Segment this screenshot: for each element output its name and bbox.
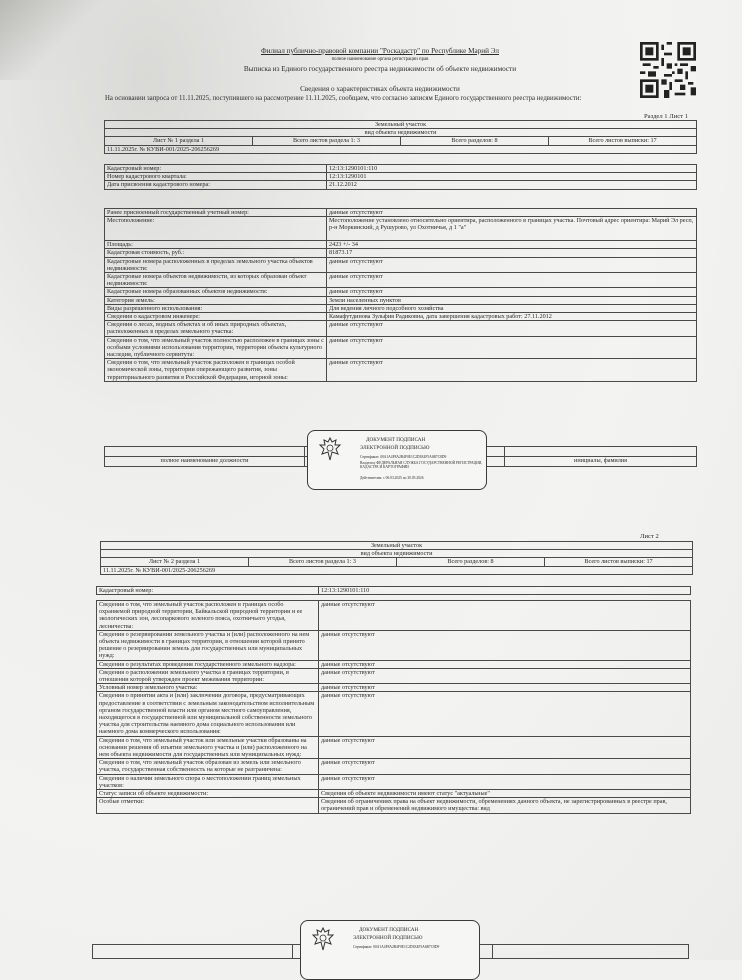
signature-name-caption: инициалы, фамилия xyxy=(505,457,697,467)
row-value: Для ведения личного подсобного хозяйства xyxy=(327,304,697,312)
row-label: Кадастровый номер: xyxy=(105,165,327,173)
sheet-number: Лист № 1 раздела 1 xyxy=(105,137,253,145)
document-number: 11.11.2025г. № КУВИ-001/2025-206256269 xyxy=(101,566,693,574)
qr-code-icon xyxy=(640,42,696,98)
section-sheet-label: Раздел 1 Лист 1 xyxy=(644,113,688,120)
e-signature-stamp xyxy=(307,430,487,490)
row-value: 12:13:1290101:110 xyxy=(319,587,691,595)
stamp-certificate: Сертификат: 00A1A4F8A2B4F0E1C2D3E4F5A6B7C8D9 xyxy=(360,455,447,459)
sheets-in-section: Всего листов раздела 1: 3 xyxy=(249,558,397,566)
object-type-caption: вид объекта недвижимости xyxy=(105,129,697,137)
row-label: Сведения о резервировании земельного участка и (или) расположенного на нем объекта недвижимости в границах территории, в отношении которой принято решение о резервировании земель для государственных или муниципальных нужд: xyxy=(97,630,319,660)
row-value: 81873.17 xyxy=(327,249,697,257)
row-value: данные отсутствуют xyxy=(327,336,697,359)
document-title: Выписка из Единого государственного реестра недвижимости об объекте недвижимости xyxy=(243,65,517,73)
table-row xyxy=(105,165,697,173)
table-row xyxy=(105,288,697,296)
table-row xyxy=(105,359,697,382)
table-row xyxy=(105,209,697,217)
stamp-certificate: Сертификат: 00A1A4F8A2B4F0E1C2D3E4F5A6B7C8D9 xyxy=(353,945,440,949)
object-type: Земельный участок xyxy=(101,542,693,550)
stamp-title: ДОКУМЕНТ ПОДПИСАН xyxy=(359,927,419,933)
row-label: Особые отметки: xyxy=(97,798,319,813)
sheet-number: Лист № 2 раздела 1 xyxy=(101,558,249,566)
table-row xyxy=(105,336,697,359)
table-row xyxy=(105,249,697,257)
signature-position-caption: полное наименование должности xyxy=(105,457,305,467)
row-label: Сведения о принятии акта и (или) заключении договора, предусматривающих предоставление в соответствии с земельным законодательством исполнительным органом государственной власти или органом местного самоуправления, находящегося в государственной или муниципальной собственности земельного участка для строительства наемного дома социального использования или наемного дома коммерческого использования: xyxy=(97,692,319,736)
sheet2-header-table xyxy=(100,541,693,575)
intro-text: На основании запроса от 11.11.2025, поступившего на рассмотрение 11.11.2025, сообщаем, что согласно записям Единого государственного реестра недвижимости: xyxy=(105,95,582,102)
table-row xyxy=(105,181,697,189)
stamp-title: ДОКУМЕНТ ПОДПИСАН xyxy=(366,437,426,443)
row-value: данные отсутствуют xyxy=(319,668,691,683)
sections-total: Всего разделов: 8 xyxy=(401,137,549,145)
table-row xyxy=(97,692,691,736)
row-value: данные отсутствуют xyxy=(327,209,697,217)
row-value: 2423 +/- 34 xyxy=(327,241,697,249)
sections-total: Всего разделов: 8 xyxy=(397,558,545,566)
row-label: Сведения о том, что земельный участок расположен в границах особой экономической зоны, территории опережающего развития, зоны территориального развития в Российской Федерации, игорной зоны: xyxy=(105,359,327,382)
table-row xyxy=(97,660,691,668)
row-value: данные отсутствуют xyxy=(319,692,691,736)
table-row xyxy=(97,601,691,631)
stamp-subtitle: ЭЛЕКТРОННОЙ ПОДПИСЬЮ xyxy=(353,935,423,941)
table-row xyxy=(105,241,697,249)
row-value: данные отсутствуют xyxy=(319,684,691,692)
object-type: Земельный участок xyxy=(105,121,697,129)
table-row xyxy=(97,774,691,789)
row-label: Кадастровые номера расположенных в пределах земельного участка объектов недвижимости: xyxy=(105,257,327,272)
row-label: Кадастровая стоимость, руб.: xyxy=(105,249,327,257)
org-name: Филиал публично-правовой компании "Роскадастр" по Республике Марий Эл xyxy=(261,47,499,55)
sheet2-details-table xyxy=(96,600,691,814)
table-row xyxy=(97,630,691,660)
row-label: Статус записи об объекте недвижимости: xyxy=(97,790,319,798)
stamp-validity: Действителен: с 06.03.2025 по 30.05.2026 xyxy=(360,476,424,480)
row-value: Камафутдинова Зульфия Радиковна, дата завершения кадастровых работ: 27.11.2012 xyxy=(327,313,697,321)
row-value: данные отсутствуют xyxy=(319,601,691,631)
row-label: Сведения о результатах проведения государственного земельного надзора: xyxy=(97,660,319,668)
sheet1-cadastral-table xyxy=(104,164,697,190)
row-value: данные отсутствуют xyxy=(327,273,697,288)
table-row xyxy=(97,790,691,798)
row-value: Земли населенных пунктов xyxy=(327,296,697,304)
row-value: 21.12.2012 xyxy=(327,181,697,189)
e-signature-stamp-2 xyxy=(300,920,480,980)
table-row xyxy=(97,759,691,774)
sheet2-cadastral-table xyxy=(96,586,691,595)
row-label: Кадастровые номера объектов недвижимости, из которых образован объект недвижимости: xyxy=(105,273,327,288)
table-row xyxy=(105,296,697,304)
table-row xyxy=(97,798,691,813)
row-label: Ранее присвоенный государственный учетный номер: xyxy=(105,209,327,217)
table-row xyxy=(105,313,697,321)
sheets-in-section: Всего листов раздела 1: 3 xyxy=(253,137,401,145)
row-value: данные отсутствуют xyxy=(319,774,691,789)
row-value: данные отсутствуют xyxy=(319,736,691,759)
row-label: Площадь: xyxy=(105,241,327,249)
sheets-total: Всего листов выписки: 17 xyxy=(549,137,697,145)
sheet-2-label: Лист 2 xyxy=(640,533,659,540)
row-value: Сведения об объекте недвижимости имеют статус "актуальные" xyxy=(319,790,691,798)
table-row xyxy=(105,304,697,312)
row-label: Сведения о том, что земельный участок образован из земель или земельного участка, государственная собственность на которые не разграничена: xyxy=(97,759,319,774)
row-value: данные отсутствуют xyxy=(327,257,697,272)
state-emblem-icon xyxy=(318,436,342,464)
state-emblem-icon xyxy=(311,926,335,954)
row-label: Дата присвоения кадастрового номера: xyxy=(105,181,327,189)
row-label: Номер кадастрового квартала: xyxy=(105,173,327,181)
row-label: Местоположение: xyxy=(105,217,327,241)
row-value: данные отсутствуют xyxy=(319,759,691,774)
row-value: 12:13:1290101:110 xyxy=(327,165,697,173)
row-value: данные отсутствуют xyxy=(319,660,691,668)
row-label: Виды разрешенного использования: xyxy=(105,304,327,312)
row-value: данные отсутствуют xyxy=(327,321,697,336)
row-value: данные отсутствуют xyxy=(319,630,691,660)
table-row xyxy=(105,321,697,336)
row-label: Условный номер земельного участка: xyxy=(97,684,319,692)
table-row xyxy=(97,684,691,692)
row-label: Сведения о том, что земельный участок или земельные участки образованы на основании решения об изъятии земельного участка и (или) расположенного на нем объекта недвижимости для государственных или муниципальных нужд: xyxy=(97,736,319,759)
table-row xyxy=(105,257,697,272)
row-label: Категория земель: xyxy=(105,296,327,304)
row-label: Сведения о лесах, водных объектах и об иных природных объектах, расположенных в пределах земельного участка: xyxy=(105,321,327,336)
row-label: Кадастровый номер: xyxy=(97,587,319,595)
row-value: Местоположение установлено относительно ориентира, расположенного в границах участка. Почтовый адрес ориентира: Марий Эл респ, р-н Моркинский, д Рушурово, ул Охотничья, д 1 "а" xyxy=(327,217,697,241)
stamp-subtitle: ЭЛЕКТРОННОЙ ПОДПИСЬЮ xyxy=(360,445,430,451)
org-caption: полное наименование органа регистрации прав xyxy=(331,57,429,62)
row-value: данные отсутствуют xyxy=(327,288,697,296)
row-label: Сведения о кадастровом инженере: xyxy=(105,313,327,321)
row-label: Кадастровые номера образованных объектов недвижимости: xyxy=(105,288,327,296)
section-title: Сведения о характеристиках объекта недвижимости xyxy=(300,85,460,93)
sheet1-header-table xyxy=(104,120,697,154)
row-label: Сведения о том, что земельный участок полностью расположен в границах зоны с особыми условиями использования территории, территории объекта культурного наследия, публичного сервитута: xyxy=(105,336,327,359)
row-value: Сведения об ограничениях права на объект недвижимости, обременениях данного объекта, не зарегистрированных в реестре прав, ограничений прав и обременений недвижимого имущества: вид xyxy=(319,798,691,813)
table-row xyxy=(97,736,691,759)
document-number: 11.11.2025г. № КУВИ-001/2025-206256269 xyxy=(105,145,697,153)
sheet1-details-table xyxy=(104,208,697,382)
sheets-total: Всего листов выписки: 17 xyxy=(545,558,693,566)
stamp-owner: Владелец: ФЕДЕРАЛЬНАЯ СЛУЖБА ГОСУДАРСТВЕННОЙ РЕГИСТРАЦИИ, КАДАСТРА И КАРТОГРАФИИ xyxy=(360,461,483,470)
table-row xyxy=(105,273,697,288)
row-value: данные отсутствуют xyxy=(327,359,697,382)
object-type-caption: вид объекта недвижимости xyxy=(101,550,693,558)
row-label: Сведения о том, что земельный участок расположен в границах особо охраняемой природной территории, Байкальской природной территории и ее экологических зон, лесопаркового зеленого пояса, охотничьего угодья, лесничества: xyxy=(97,601,319,631)
table-row xyxy=(105,173,697,181)
row-label: Сведения о расположении земельного участка в границах территории, в отношении которой утвержден проект межевания территории: xyxy=(97,668,319,683)
row-label: Сведения о наличии земельного спора о местоположении границ земельных участков: xyxy=(97,774,319,789)
table-row xyxy=(105,217,697,241)
row-value: 12:13:1290101 xyxy=(327,173,697,181)
table-row xyxy=(97,668,691,683)
